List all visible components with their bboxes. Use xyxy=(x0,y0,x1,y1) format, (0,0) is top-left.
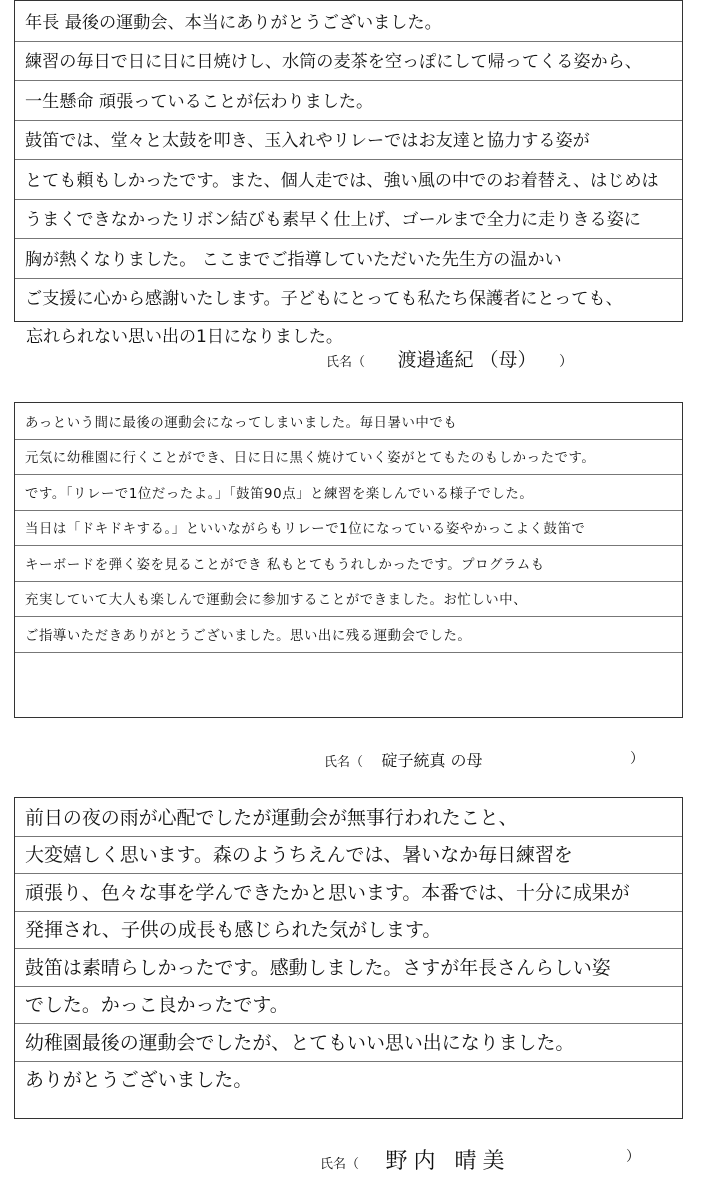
letter-1-overflow-line: 忘れられない思い出の1日になりました。 xyxy=(26,327,343,347)
ruled-line xyxy=(15,278,682,318)
ruled-line xyxy=(15,986,682,1025)
handwritten-line: 発揮され、子供の成長も感じられた気がします。 xyxy=(25,919,442,941)
signature-label: 氏名（ xyxy=(326,355,366,370)
ruled-line xyxy=(15,1,682,42)
handwritten-line: あっという間に最後の運動会になってしまいました。毎日暑い中でも xyxy=(25,415,458,431)
handwritten-line: うまくできなかったリボン結びも素早く仕上げ、ゴールまで全力に走りきる姿に xyxy=(25,210,641,230)
signature-1 xyxy=(326,345,573,372)
ruled-line xyxy=(15,948,682,987)
ruled-line xyxy=(15,120,682,161)
letter-box-2 xyxy=(14,402,683,718)
signature-name: 野内 晴美 xyxy=(385,1149,511,1174)
ruled-line xyxy=(15,238,682,279)
handwritten-line: 鼓笛では、堂々と太鼓を叩き、玉入れやリレーではお友達と協力する姿が xyxy=(25,131,590,151)
handwritten-line: 充実していて大人も楽しんで運動会に参加することができました。お忙しい中、 xyxy=(25,593,528,608)
handwritten-line: 胸が熱くなりました。 ここまでご指導していただいた先生方の温かい xyxy=(25,249,562,270)
ruled-line xyxy=(15,873,682,912)
handwritten-line: 当日は「ドキドキする。」といいながらもリレーで1位になっている姿やかっこよく鼓笛で xyxy=(25,522,586,537)
handwritten-line: 練習の毎日で日に日に日焼けし、水筒の麦茶を空っぽにして帰ってくる姿から、 xyxy=(25,52,642,72)
handwritten-line: 大変嬉しく思います。森のようちえんでは、暑いなか毎日練習を xyxy=(25,844,573,866)
handwritten-line: でした。かっこ良かったです。 xyxy=(25,994,289,1016)
signature-name: 碇子統真 の母 xyxy=(381,751,483,770)
handwritten-line: とても頼もしかったです。また、個人走では、強い風の中でのお着替え、はじめは xyxy=(25,170,659,191)
ruled-line xyxy=(15,1061,682,1099)
ruled-line xyxy=(15,510,682,547)
ruled-line xyxy=(15,652,682,688)
ruled-line xyxy=(15,545,682,582)
ruled-line xyxy=(15,474,682,511)
signature-2 xyxy=(324,748,654,771)
handwritten-line: ありがとうございました。 xyxy=(25,1069,253,1091)
ruled-line xyxy=(15,439,682,476)
handwritten-line: 鼓笛は素晴らしかったです。感動しました。さすが年長さんらしい姿 xyxy=(25,956,611,979)
signature-label: 氏名（ xyxy=(320,1157,360,1172)
signature-close-paren: ） xyxy=(558,354,573,370)
ruled-line xyxy=(15,403,682,440)
signature-3 xyxy=(320,1144,650,1175)
ruled-line xyxy=(15,581,682,618)
ruled-line xyxy=(15,616,682,653)
handwritten-line: ご指導いただきありがとうございました。思い出に残る運動会でした。 xyxy=(25,628,472,644)
ruled-line xyxy=(15,41,682,82)
handwritten-line: 年長 最後の運動会、本当にありがとうございました。 xyxy=(25,12,442,33)
signature-close-paren: ） xyxy=(626,1149,640,1165)
handwritten-line: ご支援に心から感謝いたします。子どもにとっても私たち保護者にとっても、 xyxy=(25,289,623,309)
handwritten-line: 元気に幼稚園に行くことができ、日に日に黒く焼けていく姿がとてもたのもしかったです。 xyxy=(25,451,596,466)
signature-label: 氏名（ xyxy=(324,755,364,770)
ruled-line xyxy=(15,1023,682,1062)
ruled-line xyxy=(15,911,682,950)
handwritten-line: 幼稚園最後の運動会でしたが、とてもいい思い出になりました。 xyxy=(25,1031,575,1054)
letter-box-1 xyxy=(14,0,683,322)
ruled-line xyxy=(15,159,682,200)
handwritten-line: 一生懸命 頑張っていることが伝わりました。 xyxy=(25,91,374,112)
handwritten-line: 前日の夜の雨が心配でしたが運動会が無事行われたこと、 xyxy=(25,806,518,829)
ruled-line xyxy=(15,836,682,875)
ruled-line xyxy=(15,80,682,121)
handwritten-line: キーボードを弾く姿を見ることができ 私もとてもうれしかったです。プログラムも xyxy=(25,557,545,573)
signature-close-paren: ） xyxy=(630,751,644,767)
ruled-line xyxy=(15,199,682,240)
letter-box-3 xyxy=(14,797,683,1119)
handwritten-line: 頑張り、色々な事を学んできたかと思います。本番では、十分に成果が xyxy=(25,881,630,904)
handwritten-line: です。「リレーで1位だったよ。」「鼓笛90点」と練習を楽しんでいる様子でした。 xyxy=(25,486,534,502)
ruled-line xyxy=(15,798,682,837)
signature-name: 渡邉遙紀 （母） xyxy=(397,349,537,371)
